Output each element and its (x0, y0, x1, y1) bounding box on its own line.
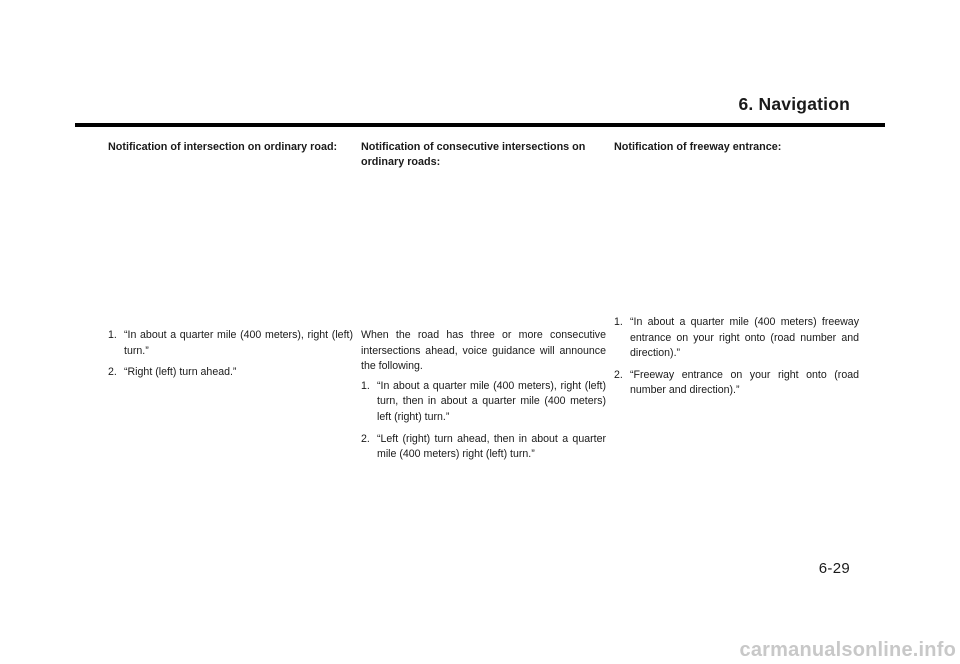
list-number: 2. (614, 368, 623, 381)
intro-paragraph: When the road has three or more consecutive intersections ahead, voice guidance will announce the following. (361, 329, 606, 373)
column-body (361, 328, 606, 469)
header-rule (75, 123, 885, 127)
column-intersection-ordinary-road (108, 140, 353, 379)
watermark: carmanualsonline.info (739, 639, 956, 661)
list-text: “Left (right) turn ahead, then in about a quarter mile (400 meters) right (left) turn.” (377, 432, 606, 461)
column-heading: Notification of consecutive intersections on ordinary roads: (361, 141, 586, 168)
list-item (108, 365, 353, 381)
section-title: 6. Navigation (738, 94, 850, 114)
list-item (361, 432, 606, 463)
list-number: 1. (614, 316, 623, 328)
column-body (108, 328, 353, 387)
column-freeway-entrance (614, 140, 859, 397)
list-item (614, 315, 859, 362)
list-item (614, 368, 859, 399)
announcement-list (361, 379, 606, 463)
announcement-list (108, 328, 353, 381)
list-number: 2. (108, 366, 117, 379)
list-item (108, 328, 353, 359)
list-item (361, 379, 606, 426)
page-number: 6-29 (818, 560, 850, 577)
column-consecutive-intersections (361, 140, 606, 461)
announcement-list (614, 315, 859, 399)
list-text: “In about a quarter mile (400 meters) freeway entrance on your right onto (road number and direction).” (630, 316, 859, 360)
list-number: 1. (361, 379, 370, 392)
list-text: “Right (left) turn ahead.” (124, 366, 237, 379)
column-body (614, 315, 859, 405)
column-heading: Notification of freeway entrance: (614, 141, 782, 153)
list-text: “Freeway entrance on your right onto (road number and direction).” (630, 368, 859, 397)
list-number: 2. (361, 432, 370, 445)
list-number: 1. (108, 329, 117, 341)
list-text: “In about a quarter mile (400 meters), right (left) turn, then in about a quarter mile (400 meters) left (right) turn.” (377, 379, 606, 423)
column-heading: Notification of intersection on ordinary road: (108, 141, 338, 153)
list-text: “In about a quarter mile (400 meters), right (left) turn.” (124, 329, 353, 357)
